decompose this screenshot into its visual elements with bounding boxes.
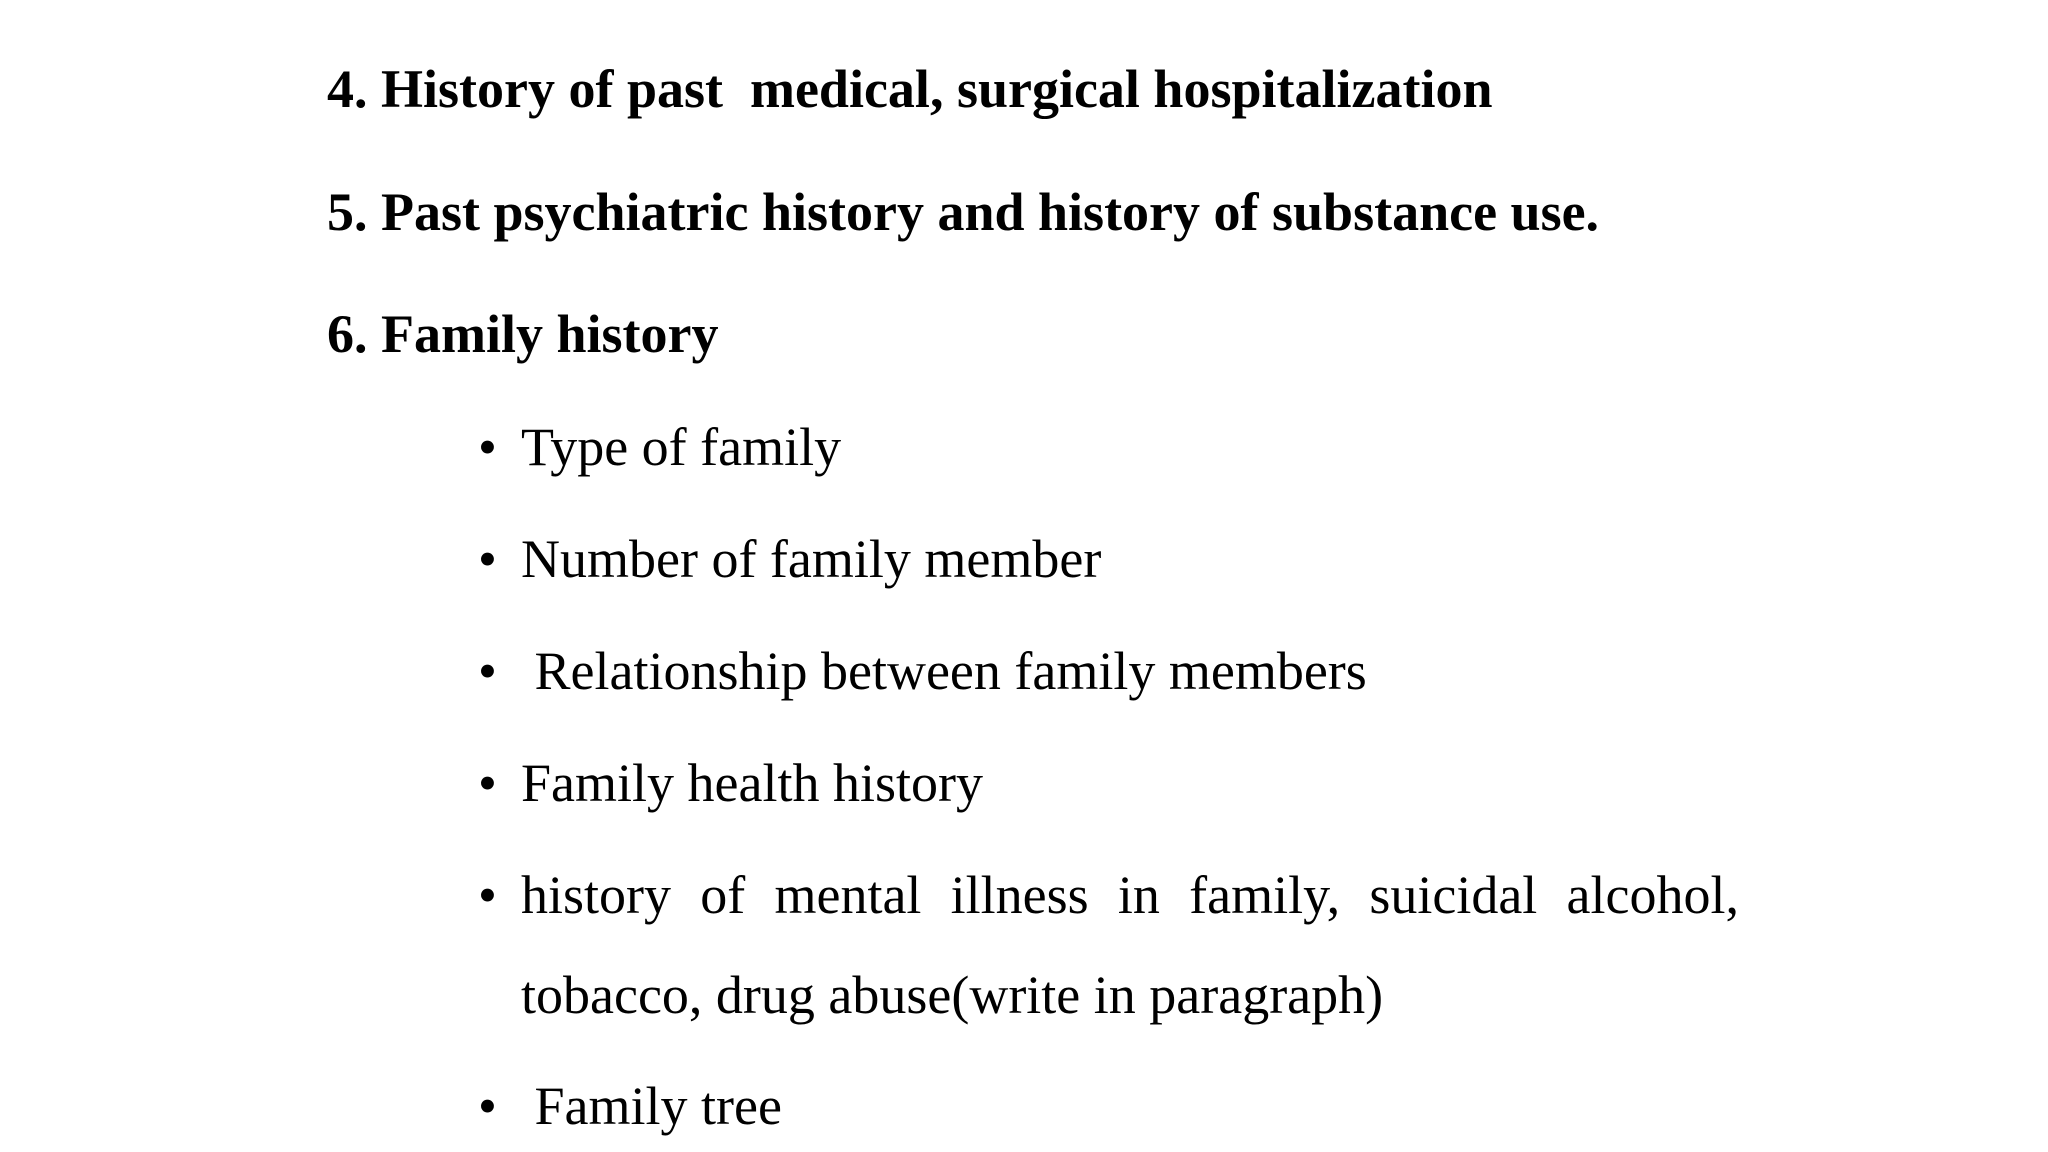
bullet-marker: • [478, 753, 497, 813]
bullet-mental-illness-line1: history of mental illness in family, suicidal alcohol, [521, 865, 1739, 925]
bullet-type-of-family: Type of family [521, 417, 842, 477]
bullet-mental-illness-line2: tobacco, drug abuse(write in paragraph) [521, 965, 1384, 1025]
bullet-marker: • [478, 1076, 497, 1136]
bullet-marker: • [478, 865, 497, 925]
bullet-mental-illness-history [521, 845, 1739, 1045]
bullet-family-health-history: Family health history [521, 753, 983, 813]
heading-past-psychiatric-history: 5. Past psychiatric history and history of substance use. [327, 182, 1600, 242]
bullet-marker: • [478, 529, 497, 589]
bullet-relationship-between-members: Relationship between family members [521, 641, 1367, 701]
bullet-family-tree: Family tree [521, 1076, 782, 1136]
heading-past-medical-history: 4. History of past medical, surgical hospitalization [327, 59, 1493, 119]
bullet-number-of-family-member: Number of family member [521, 529, 1102, 589]
heading-family-history: 6. Family history [327, 304, 719, 364]
bullet-marker: • [478, 641, 497, 701]
bullet-marker: • [478, 417, 497, 477]
